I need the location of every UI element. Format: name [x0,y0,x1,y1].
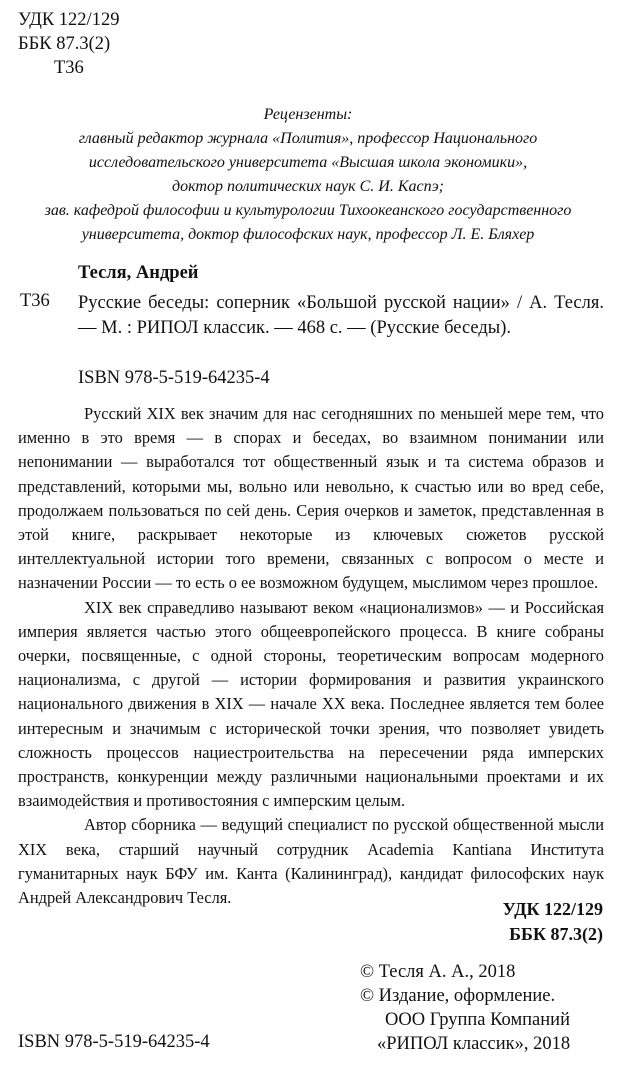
reviewers-heading: Рецензенты: [263,106,353,123]
author-name: Тесля, Андрей [78,263,199,283]
copyright-edition: © Издание, оформление. [360,986,556,1006]
abstract [18,402,604,910]
isbn-bottom: ISBN 978-5-519-64235-4 [18,1032,210,1052]
isbn-main: ISBN 978-5-519-64235-4 [78,368,270,388]
reviewer-line: зав. кафедрой философии и культурологии Тихоокеанского государственного [44,202,572,219]
classification-block-top [18,8,119,80]
reviewer-line: исследовательского университета «Высшая школа экономики», [88,154,528,171]
reviewer-line: главный редактор журнала «Полития», профессор Национального [78,130,538,147]
author-mark-biblio: Т36 [20,291,50,311]
copyright-block [360,960,570,1056]
udk-code: УДК 122/129 [18,10,120,30]
copyright-publisher-2: «РИПОЛ классик», 2018 [377,1034,571,1054]
classification-block-bottom [503,897,603,947]
bbk-code-bottom: ББК 87.3(2) [509,924,603,944]
reviewer-line: доктор политических наук С. И. Каспэ; [172,178,444,195]
reviewer-line: университета, доктор философских наук, профессор Л. Е. Бляхер [81,226,535,243]
bibliographic-description: Русские беседы: соперник «Большой русской нации» / А. Тесля. — М. : РИПОЛ классик. — 468 с. — (Русские беседы). [78,293,604,338]
copyright-publisher-1: ООО Группа Компаний [385,1010,570,1030]
reviewers-block [14,103,602,247]
abstract-paragraph: Русский XIX век значим для нас сегодняшних по меньшей мере тем, что именно в это время — в спорах и беседах, во взаимном понимании или непонимании — выработался тот общественный язык и та система образов и представлений, которыми мы, вольно или невольно, к счастью или во вред себе, продолжаем пользоваться по сей день. Серия очерков и заметок, представленная в этой книге, раскрывает некоторые из ключевых сюжетов русской интеллектуальной истории того времени, связанных с вопросом о месте и назначении России — то есть о ее возможном будущем, мыслимом через прошлое. [18,404,604,593]
bbk-code: ББК 87.3(2) [18,34,111,54]
udk-code-bottom: УДК 122/129 [502,899,603,919]
copyright-author: © Тесля А. А., 2018 [360,962,516,982]
author-mark: Т36 [54,58,84,78]
abstract-paragraph: XIX век справедливо называют веком «национализмов» — и Российская империя является частью этого общеевропейского процесса. В книге собраны очерки, посвященные, с одной стороны, теоретическим вопросам модерного национализма, с другой — истории формирования и развития украинского национального движения в XIX — начале XX века. Последнее является тем более интересным и значимым с исторической точки зрения, что позволяет увидеть сложность процессов нациестроительства на пересечении ряда имперских пространств, конкуренции между различными национальными проектами и их взаимодействия и противостояния с имперским целым. [18,597,604,811]
abstract-paragraph: Автор сборника — ведущий специалист по русской общественной мысли XIX века, старший научный сотрудник Academia Kantiana Института гуманитарных наук БФУ им. Канта (Калининград), кандидат философских наук Андрей Александрович Тесля. [18,815,604,908]
